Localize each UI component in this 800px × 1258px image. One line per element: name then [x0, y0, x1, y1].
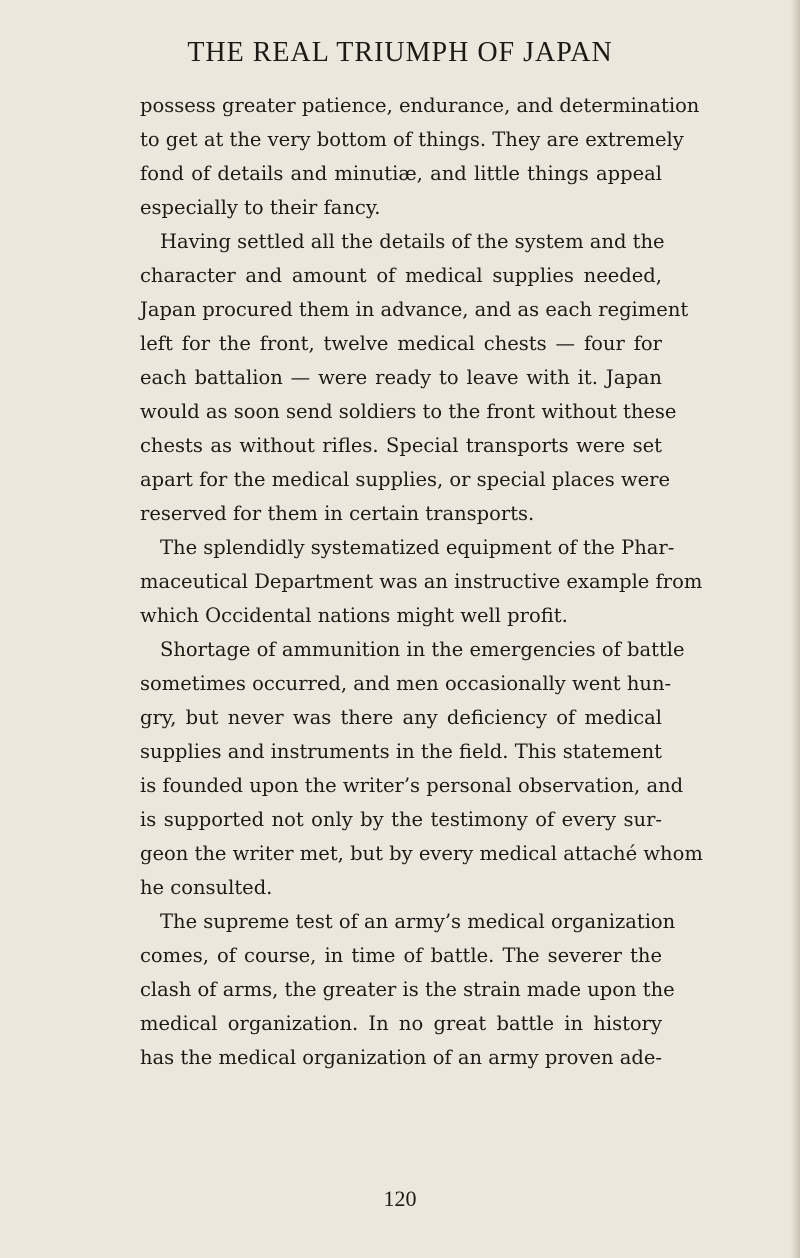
text-line: especially to their fancy.: [140, 196, 381, 219]
text-line: sometimes occurred, and men occasionally went hun-: [140, 672, 672, 695]
text-line: each battalion — were ready to leave with it. Japan: [140, 366, 662, 389]
body-text: [140, 89, 703, 1075]
text-line: reserved for them in certain transports.: [140, 502, 535, 525]
page-number: 120: [383, 1186, 417, 1211]
text-line: has the medical organization of an army proven ade-: [140, 1046, 662, 1069]
text-line: supplies and instruments in the field. This statement: [140, 740, 662, 763]
text-line: clash of arms, the greater is the strain made upon the: [140, 978, 675, 1001]
text-line: is supported not only by the testimony of every sur-: [140, 808, 662, 831]
text-line: possess greater patience, endurance, and determination: [140, 94, 700, 117]
running-head: THE REAL TRIUMPH OF JAPAN: [187, 37, 613, 68]
page-edge-shadow: [790, 0, 800, 1258]
text-line: The splendidly systematized equipment of the Phar-: [160, 536, 675, 559]
text-line: fond of details and minutiæ, and little things appeal: [140, 162, 662, 185]
text-line: left for the front, twelve medical chests — four for: [140, 332, 662, 355]
text-line: would as soon send soldiers to the front without these: [140, 400, 677, 423]
text-line: character and amount of medical supplies needed,: [140, 264, 662, 287]
text-line: chests as without rifles. Special transports were set: [140, 434, 662, 457]
text-line: Having settled all the details of the system and the: [160, 230, 665, 253]
text-line: to get at the very bottom of things. They are extremely: [140, 128, 684, 151]
text-line: he consulted.: [140, 876, 273, 899]
text-line: apart for the medical supplies, or special places were: [140, 468, 670, 491]
text-line: comes, of course, in time of battle. The severer the: [140, 944, 662, 967]
text-line: geon the writer met, but by every medical attaché whom: [140, 842, 703, 865]
text-line: is founded upon the writer’s personal observation, and: [140, 774, 684, 797]
text-line: medical organization. In no great battle in history: [140, 1012, 662, 1035]
text-line: The supreme test of an army’s medical organization: [160, 910, 676, 933]
text-line: Shortage of ammunition in the emergencies of battle: [160, 638, 685, 661]
text-line: Japan procured them in advance, and as each regiment: [140, 298, 689, 321]
text-line: which Occidental nations might well profit.: [140, 604, 568, 627]
text-line: gry, but never was there any deficiency of medical: [140, 706, 662, 729]
text-line: maceutical Department was an instructive example from: [140, 570, 703, 593]
